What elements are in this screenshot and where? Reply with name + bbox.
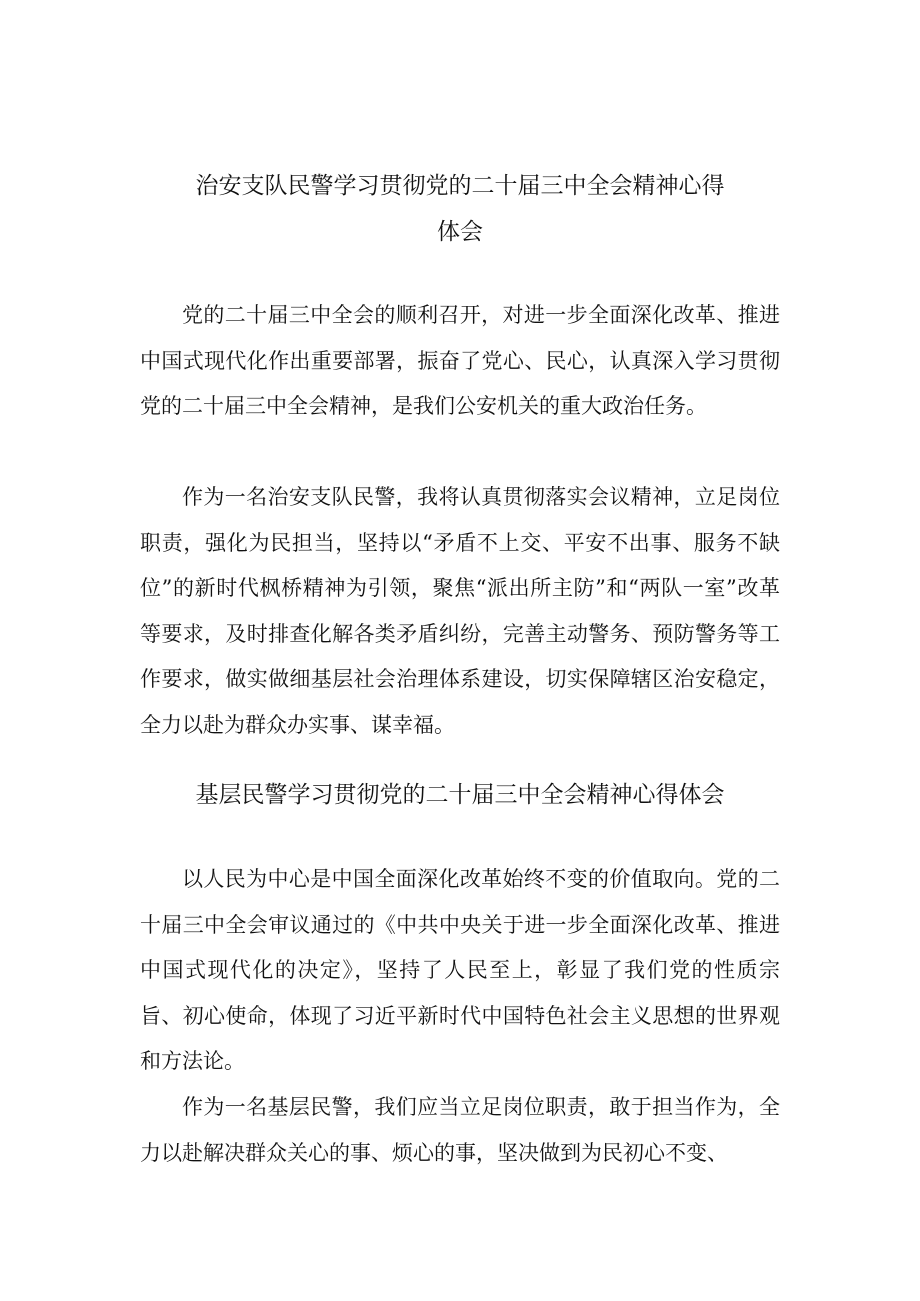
article-2-title-line: 基层民警学习贯彻党的二十届三中全会精神心得体会 <box>195 782 725 808</box>
article-1-title-line-1: 治安支队民警学习贯彻党的二十届三中全会精神心得 <box>195 173 725 199</box>
article-2-paragraph-1: 以人民为中心是中国全面深化改革始终不变的价值取向。党的二十届三中全会审议通过的《中共中央关于进一步全面深化改革、推进中国式现代化的决定》，坚持了人民至上，彰显了我们党的性质宗旨、初心使命，体现了习近平新时代中国特色社会主义思想的世界观和方法论。 <box>140 867 780 1073</box>
article-2-paragraph-2: 作为一名基层民警，我们应当立足岗位职责，敢于担当作为，全力以赴解决群众关心的事、烦心的事，坚决做到为民初心不变、 <box>140 1095 780 1165</box>
article-2-title <box>140 772 780 818</box>
article-1-paragraph-1: 党的二十届三中全会的顺利召开，对进一步全面深化改革、推进中国式现代化作出重要部署，振奋了党心、民心，认真深入学习贯彻党的二十届三中全会精神，是我们公安机关的重大政治任务。 <box>140 303 780 418</box>
article-1-paragraph-2: 作为一名治安支队民警，我将认真贯彻落实会议精神，立足岗位职责，强化为民担当，坚持以“矛盾不上交、平安不出事、服务不缺位”的新时代枫桥精神为引领，聚焦“派出所主防”和“两队一室”改革等要求，及时排查化解各类矛盾纠纷，完善主动警务、预防警务等工作要求，做实做细基层社会治理体系建设，切实保障辖区治安稳定，全力以赴为群众办实事、谋幸福。 <box>140 485 780 737</box>
article-1-title-line-2: 体会 <box>437 219 483 245</box>
article-1-title <box>140 163 780 255</box>
